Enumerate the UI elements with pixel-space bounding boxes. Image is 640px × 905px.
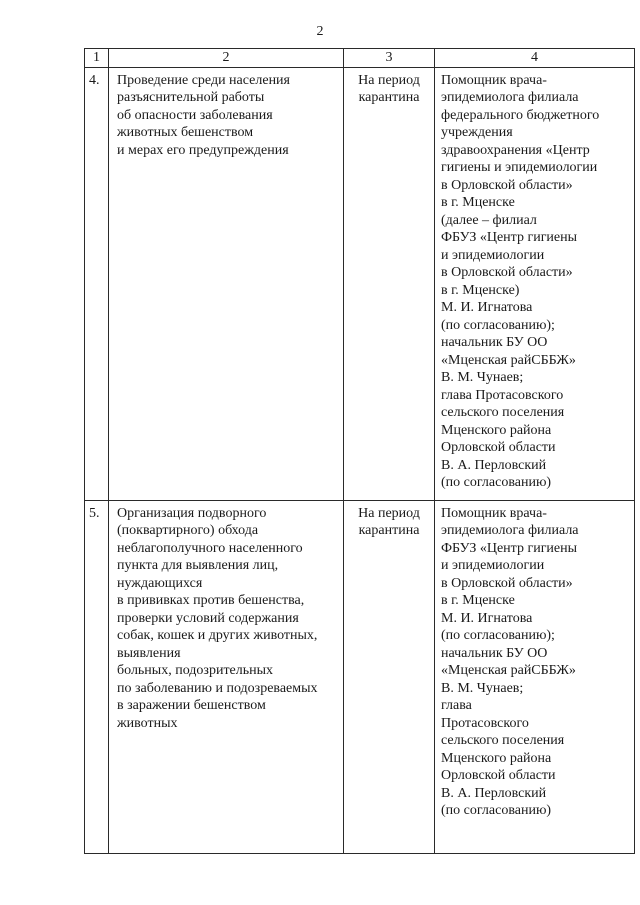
text-line: карантина <box>358 523 420 538</box>
text-line: выявления <box>117 645 181 661</box>
column-header-1: 1 <box>85 49 109 68</box>
text-line: и эпидемиологии <box>441 247 545 263</box>
text-line: начальник БУ ОО <box>441 335 548 350</box>
text-line: неблагополучного населенного <box>117 540 303 556</box>
text-line: Помощник врача- <box>441 72 547 88</box>
text-line: В. М. Чунаев; <box>441 680 524 696</box>
activity-cell <box>109 500 344 853</box>
text-line: На период <box>358 505 420 521</box>
text-line: Организация подворного <box>117 505 267 521</box>
text-line: глава Протасовского <box>441 387 564 403</box>
text-line: (по согласованию); <box>441 628 555 643</box>
responsible-cell <box>435 67 635 500</box>
text-line: по заболеванию и подозреваемых <box>117 680 318 696</box>
text-line: сельского поселения <box>441 733 565 748</box>
text-line: В. М. Чунаев; <box>441 370 524 385</box>
text-line: ФБУЗ «Центр гигиены <box>441 230 578 245</box>
text-line: глава <box>441 698 472 713</box>
table-row <box>85 67 635 500</box>
text-line: пункта для выявления лиц, <box>117 558 279 573</box>
text-line: об опасности заболевания <box>117 107 273 123</box>
text-line: (по согласованию) <box>441 803 552 818</box>
plan-table <box>84 48 635 854</box>
text-line: в Орловской области» <box>441 575 573 591</box>
period-cell <box>344 500 435 853</box>
row-number: 4. <box>85 67 109 500</box>
text-line: здравоохранения «Центр <box>441 142 590 158</box>
text-line: учреждения <box>441 125 513 140</box>
page-number: 2 <box>316 24 324 39</box>
text-line: федерального бюджетного <box>441 107 600 123</box>
row-number: 5. <box>85 500 109 853</box>
text-line: нуждающихся <box>117 575 203 591</box>
text-line: Орловской области <box>441 440 556 455</box>
text-line: сельского поселения <box>441 405 565 420</box>
text-line: проверки условий содержания <box>117 610 299 626</box>
text-line: М. И. Игнатова <box>441 610 533 626</box>
text-line: в Орловской области» <box>441 177 573 193</box>
text-line: в г. Мценске) <box>441 282 520 298</box>
text-line: эпидемиолога филиала <box>441 90 579 105</box>
text-line: животных <box>117 715 178 731</box>
text-line: Орловской области <box>441 768 556 783</box>
text-line: (по согласованию); <box>441 317 555 333</box>
text-line: Проведение среди населения <box>117 72 290 88</box>
text-line: больных, подозрительных <box>117 663 274 678</box>
text-line: эпидемиолога филиала <box>441 523 579 538</box>
text-line: в г. Мценске <box>441 195 515 210</box>
text-line: и мерах его предупреждения <box>117 142 289 158</box>
text-line: и эпидемиологии <box>441 558 545 573</box>
text-line: в прививках против бешенства, <box>117 593 305 608</box>
text-line: В. А. Перловский <box>441 785 547 801</box>
text-line: Помощник врача- <box>441 505 547 521</box>
text-line: Протасовского <box>441 715 529 731</box>
text-line: гигиены и эпидемиологии <box>441 160 598 175</box>
text-line: (поквартирного) обхода <box>117 523 259 538</box>
text-line: начальник БУ ОО <box>441 645 548 661</box>
text-line: В. А. Перловский <box>441 457 547 473</box>
text-line: «Мценская райСББЖ» <box>441 352 576 368</box>
text-line: М. И. Игнатова <box>441 300 533 315</box>
text-line: «Мценская райСББЖ» <box>441 663 576 678</box>
text-line: Мценского района <box>441 750 552 766</box>
column-header-4: 4 <box>435 49 635 68</box>
text-line: в Орловской области» <box>441 265 573 280</box>
text-line: в заражении бешенством <box>117 698 266 713</box>
column-header-2: 2 <box>109 49 344 68</box>
text-line: в г. Мценске <box>441 593 515 608</box>
text-line: Мценского района <box>441 422 552 438</box>
responsible-cell <box>435 500 635 853</box>
text-line: На период <box>358 72 420 88</box>
text-line: собак, кошек и других животных, <box>117 628 318 643</box>
table-row <box>85 500 635 853</box>
activity-cell <box>109 67 344 500</box>
table-header-row <box>85 49 635 68</box>
text-line: ФБУЗ «Центр гигиены <box>441 540 578 556</box>
text-line: (по согласованию) <box>441 475 552 490</box>
text-line: разъяснительной работы <box>117 90 265 105</box>
text-line: животных бешенством <box>117 125 254 140</box>
text-line: карантина <box>358 90 420 105</box>
period-cell <box>344 67 435 500</box>
column-header-3: 3 <box>344 49 435 68</box>
text-line: (далее – филиал <box>441 212 537 228</box>
